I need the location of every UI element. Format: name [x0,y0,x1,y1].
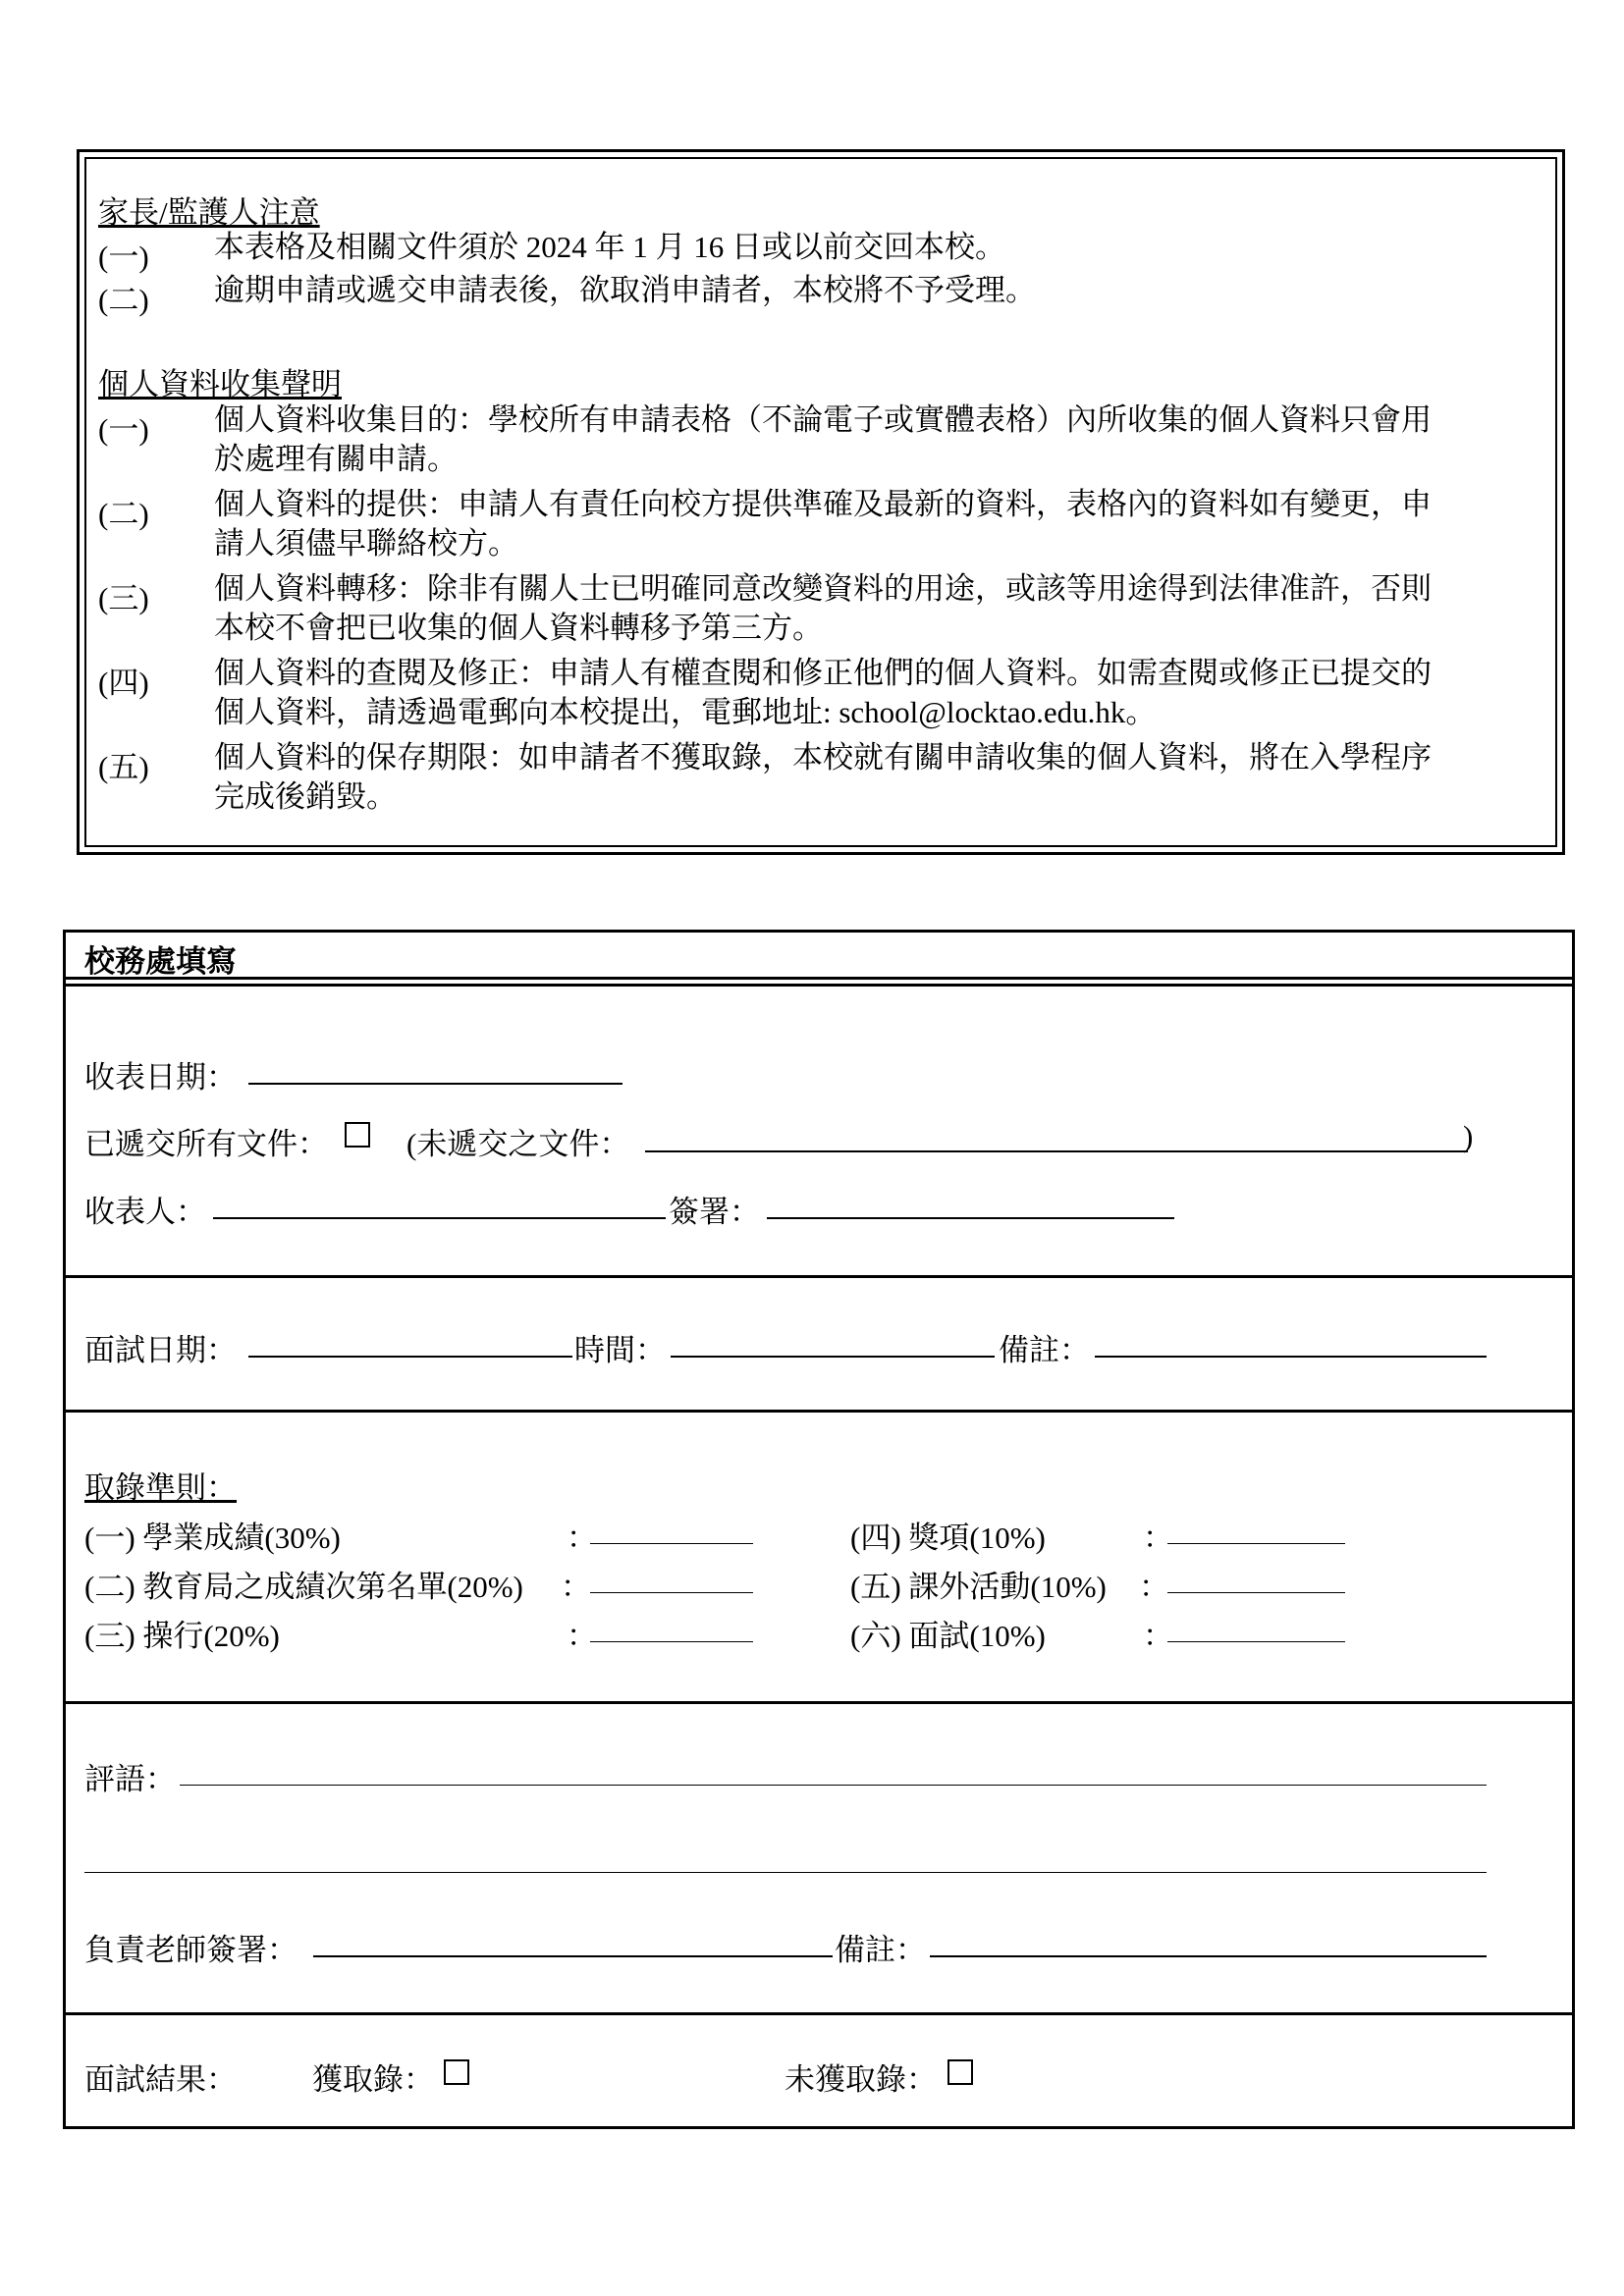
not-admitted-label: 未獲取錄： [785,2062,937,2097]
criterion-score-field[interactable] [590,1592,753,1593]
criterion-label: (三) 操行(20%) [84,1619,280,1653]
missing-documents-close-paren: ) [1463,1119,1474,1153]
criterion-colon: ： [1143,1619,1173,1653]
criterion-label: (一) 學業成績(30%) [84,1521,341,1555]
teacher-remarks-label: 備註： [835,1933,926,1967]
privacy-item-line: 個人資料的查閱及修正：申請人有權查閱和修正他們的個人資料。如需查閱或修正已提交的 [214,656,1432,690]
teacher-signature-label: 負責老師簽署： [84,1933,298,1967]
receiver-field[interactable] [213,1217,666,1219]
teacher-remarks-field[interactable] [930,1955,1487,1957]
privacy-item-line: 個人資料轉移：除非有關人士已明確同意改變資料的用途，或該等用途得到法律准許，否則 [214,571,1432,606]
criterion-score-field[interactable] [1167,1641,1345,1642]
receiver-label: 收表人： [84,1195,206,1229]
admission-criteria-heading: 取錄準則： [84,1470,237,1505]
missing-documents-label: (未遞交之文件： [406,1127,630,1161]
privacy-item-line: 個人資料的保存期限：如申請者不獲取錄，本校就有關申請收集的個人資料，將在入學程序 [214,740,1432,774]
criterion-label: (六) 面試(10%) [850,1619,1046,1653]
notice-item-text: 逾期申請或遞交申請表後，欲取消申請者，本校將不予受理。 [214,273,1036,307]
receiver-signature-field[interactable] [767,1217,1174,1219]
criterion-score-field[interactable] [1167,1543,1345,1544]
admitted-checkbox[interactable] [444,2059,469,2085]
receipt-date-label: 收表日期： [84,1060,237,1095]
section-divider [63,984,1575,987]
receipt-date-field[interactable] [248,1083,623,1085]
section-divider [63,1410,1575,1413]
criterion-colon: ： [1143,1521,1173,1555]
privacy-item-line: 個人資料，請透過電郵向本校提出，電郵地址: school@locktao.edu.hk。 [214,695,1157,729]
criterion-colon: ： [561,1570,591,1604]
receiver-signature-label: 簽署： [669,1195,760,1229]
interview-result-label: 面試結果： [84,2062,237,2097]
notice-item-text: 本表格及相關文件須於 2024 年 1 月 16 日或以前交回本校。 [214,230,1005,264]
teacher-signature-field[interactable] [313,1955,833,1957]
comments-label: 評語： [84,1762,176,1796]
office-use-title: 校務處填寫 [84,944,237,979]
interview-date-field[interactable] [248,1356,572,1358]
privacy-item-line: 個人資料收集目的：學校所有申請表格（不論電子或實體表格）內所收集的個人資料只會用 [214,402,1432,437]
privacy-item-line: 完成後銷毀。 [214,779,397,814]
privacy-item-line: 個人資料的提供：申請人有責任向校方提供準確及最新的資料，表格內的資料如有變更，申 [214,487,1432,521]
criterion-colon: ： [1139,1570,1169,1604]
criterion-score-field[interactable] [1167,1592,1345,1593]
documents-submitted-label: 已遞交所有文件： [84,1127,328,1161]
section-divider [63,977,1575,980]
missing-documents-field[interactable] [645,1150,1468,1152]
section-divider [63,2012,1575,2015]
parent-notice-heading: 家長/監護人注意 [98,195,320,230]
criterion-label: (二) 教育局之成績次第名單(20%) [84,1570,523,1604]
privacy-item-line: 請人須儘早聯絡校方。 [214,526,518,561]
privacy-item-line: 本校不會把已收集的個人資料轉移予第三方。 [214,611,823,645]
admitted-label: 獲取錄： [312,2062,434,2097]
interview-date-label: 面試日期： [84,1333,237,1367]
criterion-colon: ： [567,1521,597,1555]
criterion-label: (四) 獎項(10%) [850,1521,1046,1555]
privacy-item-number: (五) [98,750,149,784]
not-admitted-checkbox[interactable] [947,2059,973,2085]
criterion-score-field[interactable] [590,1543,753,1544]
interview-remarks-label: 備註： [999,1333,1090,1367]
interview-remarks-field[interactable] [1095,1356,1487,1358]
privacy-statement-heading: 個人資料收集聲明 [98,367,342,401]
criterion-colon: ： [567,1619,597,1653]
criterion-label: (五) 課外活動(10%) [850,1570,1107,1604]
privacy-item-number: (一) [98,412,149,447]
notice-item-number: (一) [98,240,149,274]
comments-field-line[interactable] [84,1872,1487,1873]
privacy-item-number: (三) [98,581,149,615]
privacy-item-number: (四) [98,666,149,700]
comments-field-line[interactable] [180,1785,1487,1786]
interview-time-label: 時間： [574,1333,666,1367]
section-divider [63,1275,1575,1278]
privacy-item-number: (二) [98,497,149,531]
documents-submitted-checkbox[interactable] [345,1122,370,1148]
notice-item-number: (二) [98,283,149,317]
privacy-item-line: 於處理有關申請。 [214,442,458,476]
interview-time-field[interactable] [671,1356,995,1358]
criterion-score-field[interactable] [590,1641,753,1642]
section-divider [63,1701,1575,1704]
